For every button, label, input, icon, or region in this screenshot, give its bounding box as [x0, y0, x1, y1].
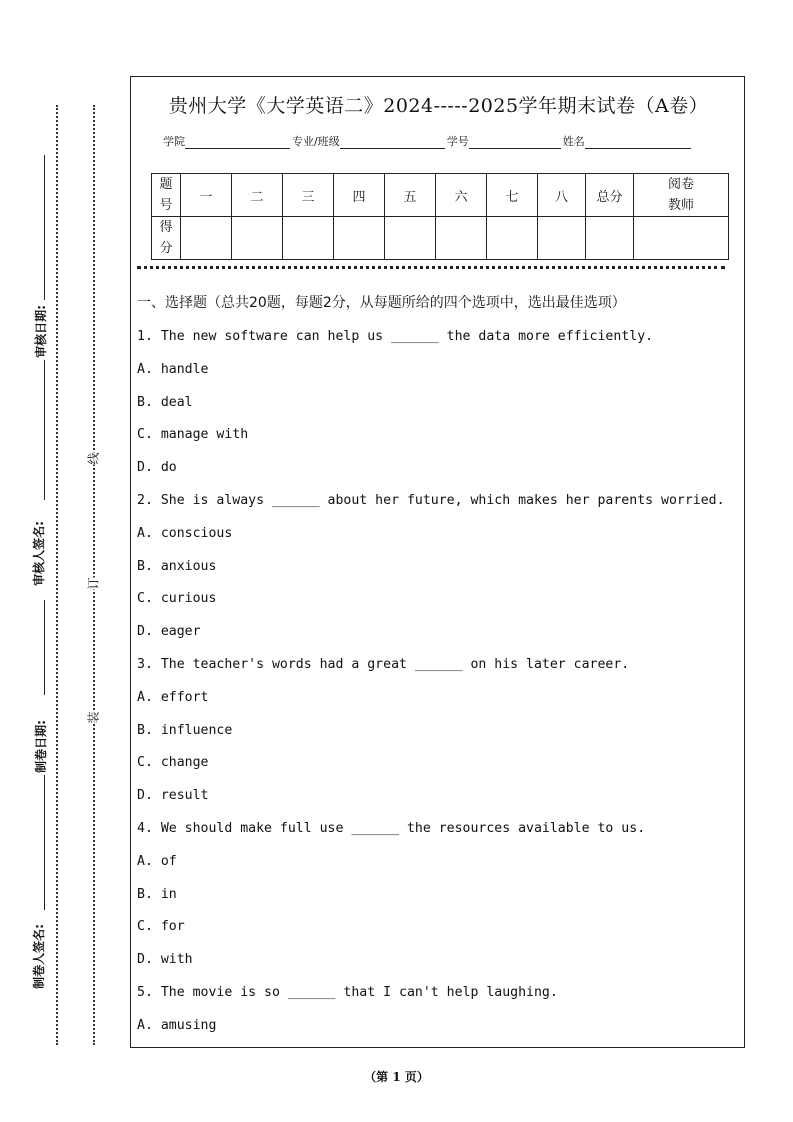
option: B. deal: [137, 394, 193, 410]
score-cell[interactable]: [385, 217, 436, 260]
option: D. with: [137, 952, 193, 968]
score-column-header: 一: [181, 174, 232, 217]
option: A. of: [137, 853, 177, 869]
exam-title: 贵州大学《大学英语二》2024-----2025学年期末试卷（A卷）: [168, 95, 709, 117]
score-cell[interactable]: [487, 217, 538, 260]
exam-frame: [130, 76, 745, 1048]
grader-cell[interactable]: [634, 217, 729, 260]
option: C. change: [137, 755, 209, 771]
total-score-cell[interactable]: [586, 217, 634, 260]
option: A. amusing: [137, 1017, 217, 1033]
binding-dotted-line-inner: [93, 105, 95, 1045]
student-info-row: [163, 133, 693, 149]
score-row-header: 得分: [152, 217, 181, 260]
score-cell[interactable]: [334, 217, 385, 260]
name-label: 姓名: [562, 135, 585, 148]
signature-line-maker: [44, 775, 45, 910]
option: D. eager: [137, 624, 201, 640]
option: C. for: [137, 919, 185, 935]
score-cell[interactable]: [436, 217, 487, 260]
option: B. in: [137, 886, 177, 902]
option: A. conscious: [137, 525, 233, 541]
dotted-separator: [137, 266, 725, 269]
signature-line-review-date: [44, 155, 45, 300]
question-stem: 2. She is always ______ about her future, which makes her parents worried.: [137, 492, 725, 508]
score-table: [151, 173, 729, 260]
binding-char-bind: 装: [83, 711, 104, 723]
score-column-header: 三: [283, 174, 334, 217]
signature-line-make-date: [44, 600, 45, 695]
question-stem: 3. The teacher's words had a great ______ on his later career.: [137, 656, 630, 672]
option: D. do: [137, 460, 177, 476]
score-column-header: 二: [232, 174, 283, 217]
binding-dotted-line-outer: [56, 105, 58, 1045]
make-date-label: 制卷日期:: [33, 720, 48, 773]
score-column-header: 七: [487, 174, 538, 217]
reviewer-signature-label: 审核人签名:: [31, 521, 46, 586]
grader-header: 阅卷教师: [634, 174, 729, 217]
student-id-label: 学号: [446, 135, 469, 148]
score-cell[interactable]: [232, 217, 283, 260]
binding-char-staple: 订: [83, 577, 104, 589]
option: B. influence: [137, 722, 233, 738]
option: D. result: [137, 788, 209, 804]
question-stem: 4. We should make full use ______ the resources available to us.: [137, 820, 646, 836]
college-field[interactable]: [185, 136, 290, 149]
score-cell[interactable]: [538, 217, 586, 260]
score-column-header: 五: [385, 174, 436, 217]
major-class-field[interactable]: [340, 136, 445, 149]
question-list: [137, 327, 725, 1049]
review-date-label: 审核日期:: [33, 305, 48, 358]
maker-signature-label: 制卷人签名:: [31, 924, 46, 989]
college-label: 学院: [163, 135, 185, 148]
score-column-header: 八: [538, 174, 586, 217]
score-cell[interactable]: [283, 217, 334, 260]
total-score-header: 总分: [586, 174, 634, 217]
question-stem: 1. The new software can help us ______ the data more efficiently.: [137, 329, 654, 344]
binding-char-line: 线: [83, 452, 104, 464]
question-number-header: 题号: [152, 174, 181, 217]
student-id-field[interactable]: [469, 136, 561, 149]
page-number: （第 1 页）: [364, 1070, 429, 1084]
option: B. anxious: [137, 558, 217, 574]
question-stem: 5. The movie is so ______ that I can't help laughing.: [137, 984, 558, 1000]
section-heading: 一、选择题（总共20题，每题2分，从每题所给的四个选项中，选出最佳选项）: [137, 295, 626, 311]
option: A. handle: [137, 361, 209, 377]
option: C. curious: [137, 591, 217, 607]
option: C. manage with: [137, 427, 249, 443]
score-column-header: 四: [334, 174, 385, 217]
major-class-label: 专业/班级: [292, 135, 340, 148]
score-column-header: 六: [436, 174, 487, 217]
name-field[interactable]: [585, 136, 691, 149]
signature-line-reviewer: [44, 355, 45, 500]
score-cell[interactable]: [181, 217, 232, 260]
option: A. effort: [137, 689, 209, 705]
